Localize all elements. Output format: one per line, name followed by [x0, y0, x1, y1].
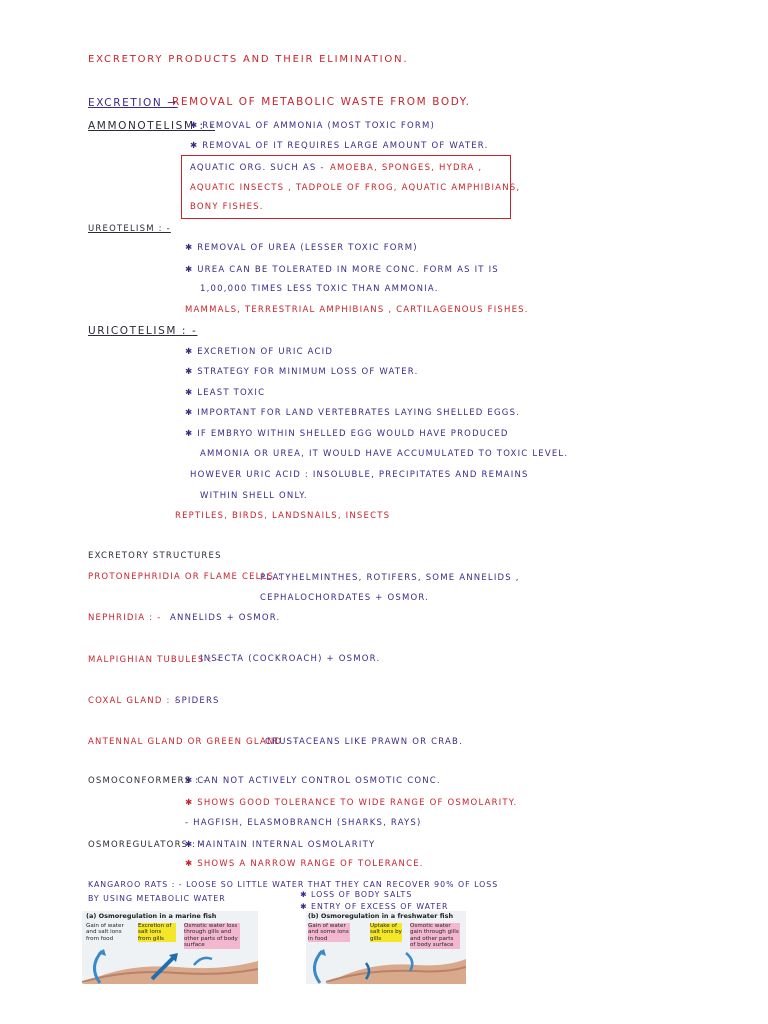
- structure-value: SPIDERS: [175, 696, 220, 706]
- kangaroo-note: KANGAROO RATS : - LOOSE SO LITTLE WATER THAT THEY CAN RECOVER 90% OF LOSS: [88, 880, 499, 889]
- structure-name: COXAL GLAND : -: [88, 696, 179, 706]
- figure-label: Osmotic water loss through gills and other parts of body surface: [184, 923, 240, 949]
- structure-value: INSECTA (COCKROACH) + OSMOR.: [200, 654, 381, 664]
- fish-illustration: [306, 949, 466, 984]
- structures-heading: EXCRETORY STRUCTURES: [88, 551, 222, 561]
- figure-freshwater-fish: [306, 911, 466, 984]
- aquatic-examples: BONY FISHES.: [190, 202, 264, 212]
- ureotelism-point: 1,00,000 TIMES LESS TOXIC THAN AMMONIA.: [200, 284, 439, 294]
- osmoregulators-heading: OSMOREGULATORS : -: [88, 840, 205, 850]
- structure-value: CRUSTACEANS LIKE PRAWN OR CRAB.: [265, 737, 463, 747]
- uricotelism-point: HOWEVER URIC ACID : INSOLUBLE, PRECIPITATES AND REMAINS: [190, 470, 529, 480]
- aquatic-examples: AQUATIC INSECTS , TADPOLE OF FROG, AQUATIC AMPHIBIANS,: [190, 183, 521, 193]
- figure-label: Excretion of salt ions from gills: [138, 923, 176, 942]
- aquatic-prefix: AQUATIC ORG. SUCH AS -: [190, 163, 325, 173]
- figure-marine-fish: [82, 911, 258, 984]
- structure-value: PLATYHELMINTHES, ROTIFERS, SOME ANNELIDS ,: [260, 573, 520, 583]
- structure-name: PROTONEPHRIDIA OR FLAME CELLS : -: [88, 572, 291, 582]
- structure-name: NEPHRIDIA : -: [88, 613, 162, 623]
- osmoconformers-heading: OSMOCONFORMERS : -: [88, 776, 208, 786]
- kangaroo-note: BY USING METABOLIC WATER: [88, 894, 226, 903]
- figure-title: (b) Osmoregulation in a freshwater fish: [308, 912, 454, 920]
- ureotelism-point: ✱ REMOVAL OF UREA (LESSER TOXIC FORM): [185, 243, 418, 253]
- uricotelism-point: ✱ IF EMBRYO WITHIN SHELLED EGG WOULD HAVE PRODUCED: [185, 429, 509, 439]
- figure-title: (a) Osmoregulation in a marine fish: [86, 912, 217, 920]
- excretion-definition: REMOVAL OF METABOLIC WASTE FROM BODY.: [172, 96, 471, 108]
- uricotelism-examples: REPTILES, BIRDS, LANDSNAILS, INSECTS: [175, 511, 391, 521]
- uricotelism-point: ✱ EXCRETION OF URIC ACID: [185, 347, 334, 357]
- excretion-label: EXCRETION →: [88, 97, 178, 109]
- ammonotelism-point: ✱ REMOVAL OF IT REQUIRES LARGE AMOUNT OF WATER.: [190, 141, 489, 151]
- ureotelism-examples: MAMMALS, TERRESTRIAL AMPHIBIANS , CARTILAGENOUS FISHES.: [185, 305, 529, 315]
- uricotelism-point: ✱ LEAST TOXIC: [185, 388, 266, 398]
- structure-name: ANTENNAL GLAND OR GREEN GLAND : -: [88, 737, 299, 747]
- figure-label: Uptake of salt ions by gills: [370, 923, 402, 942]
- osmoregulators-point: ✱ SHOWS A NARROW RANGE OF TOLERANCE.: [185, 859, 424, 869]
- aquatic-examples: AMOEBA, SPONGES, HYDRA ,: [330, 163, 483, 173]
- osmoconformers-point: ✱ CAN NOT ACTIVELY CONTROL OSMOTIC CONC.: [185, 776, 441, 786]
- figure-label: Osmotic water gain through gills and other parts of body surface: [410, 923, 459, 949]
- osmoregulators-point: ✱ MAINTAIN INTERNAL OSMOLARITY: [185, 840, 376, 850]
- uricotelism-point: AMMONIA OR UREA, IT WOULD HAVE ACCUMULATED TO TOXIC LEVEL.: [200, 449, 569, 459]
- ureotelism-heading: UREOTELISM : -: [88, 224, 171, 234]
- freshwater-note: ✱ ENTRY OF EXCESS OF WATER: [300, 902, 449, 911]
- freshwater-note: ✱ LOSS OF BODY SALTS: [300, 890, 413, 899]
- ureotelism-point: ✱ UREA CAN BE TOLERATED IN MORE CONC. FORM AS IT IS: [185, 265, 499, 275]
- figure-label: Gain of water and salt ions from food: [86, 923, 124, 942]
- structure-value: ANNELIDS + OSMOR.: [170, 613, 281, 623]
- ammonotelism-heading: AMMONOTELISM : -: [88, 120, 216, 132]
- uricotelism-heading: URICOTELISM : -: [88, 325, 198, 337]
- fish-illustration: [82, 949, 258, 984]
- figure-label: Gain of water and some ions in food: [308, 923, 349, 942]
- osmoconformers-point: ✱ SHOWS GOOD TOLERANCE TO WIDE RANGE OF OSMOLARITY.: [185, 798, 518, 808]
- osmoconformers-point: - HAGFISH, ELASMOBRANCH (SHARKS, RAYS): [185, 818, 422, 828]
- structure-value: CEPHALOCHORDATES + OSMOR.: [260, 593, 430, 603]
- uricotelism-point: ✱ STRATEGY FOR MINIMUM LOSS OF WATER.: [185, 367, 419, 377]
- page-title: EXCRETORY PRODUCTS AND THEIR ELIMINATION.: [88, 54, 409, 65]
- structure-name: MALPIGHIAN TUBULES : -: [88, 655, 221, 665]
- uricotelism-point: WITHIN SHELL ONLY.: [200, 491, 308, 501]
- uricotelism-point: ✱ IMPORTANT FOR LAND VERTEBRATES LAYING SHELLED EGGS.: [185, 408, 521, 418]
- ammonotelism-point: ✱ REMOVAL OF AMMONIA (MOST TOXIC FORM): [190, 121, 436, 131]
